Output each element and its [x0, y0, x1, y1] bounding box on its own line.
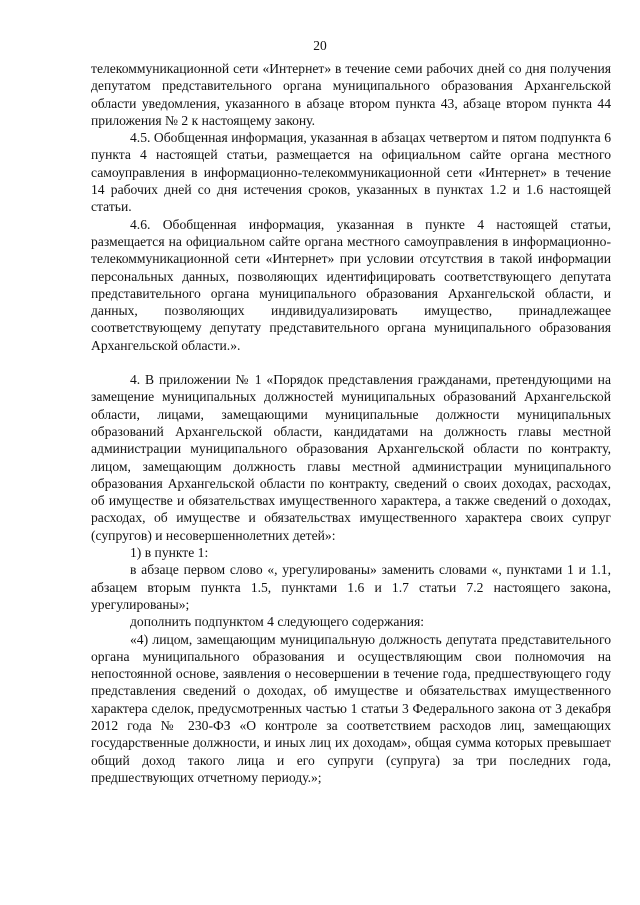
paragraph-amendment: в абзаце первом слово «, урегулированы» заменить словами «, пунктами 1 и 1.1, абзацем вторым пункта 1.5, пунктами 1.6 и 1.7 статьи 7.2 настоящего закона, урегулированы»; [91, 562, 611, 612]
paragraph-subpoint-4: «4) лицом, замещающим муниципальную должность депутата представительного органа муниципального образования и осуществляющим свои полномочия на непостоянной основе, заявления о несовершении в течение года, предшествующего году представления сведений о доходах, об имуществе и обязательствах имущественного характера сделок, предусмотренных частью 1 статьи 3 Федерального закона от 3 декабря 2012 года № 230-ФЗ «О контроле за соответствием расходов лиц, замещающих государственные должности, и иных лиц их доходам», общая сумма которых превышает общий доход такого лица и его супруги (супруга) за три последних года, предшествующих отчетному периоду.»; [91, 631, 611, 785]
paragraph-4-6: 4.6. Обобщенная информация, указанная в пункте 4 настоящей статьи, размещается на официальном сайте органа местного самоуправления в информационно-телекоммуникационной сети «Интернет» при условии отсутствия в такой информации персональных данных, позволяющих идентифицировать соответствующего депутата представительного органа муниципального образования Архангельской области, и данных, позволяющих индивидуализировать имущество, принадлежащее соответствующему депутату представительного органа муниципального образования Архангельской области.». [91, 216, 611, 353]
paragraph-item-4: 4. В приложении № 1 «Порядок представления гражданами, претендующими на замещение муниципальных должностей муниципальных образований Архангельской области, лицами, замещающими муниципальные должности муниципальных образований Архангельской области, кандидатами на должность главы местной администрации муниципального образования Архангельской области по контракту, лицом, замещающим должность главы местной администрации муниципального образования Архангельской области по контракту, сведений о своих доходах, расходах, об имуществе и обязательствах имущественного характера, а также сведений о доходах, расходах, об имуществе и обязательствах имущественного характера своих супруг (супругов) и несовершеннолетних детей»: [91, 372, 611, 543]
paragraph-subitem-1: 1) в пункте 1: [130, 545, 209, 561]
document-body [91, 60, 611, 786]
paragraph-supplement: дополнить подпунктом 4 следующего содержания: [130, 614, 425, 630]
paragraph-gap [91, 354, 611, 371]
paragraph-continuation: телекоммуникационной сети «Интернет» в течение семи рабочих дней со дня получения депутатом представительного органа муниципального образования Архангельской области уведомления, указанного в абзаце втором пункта 43, абзаце втором пункта 44 приложения № 2 к настоящему закону. [91, 61, 611, 128]
paragraph-4-5: 4.5. Обобщенная информация, указанная в абзацах четвертом и пятом подпункта 6 пункта 4 настоящей статьи, размещается на официальном сайте органа местного самоуправления в информационно-телекоммуникационной сети «Интернет» в течение 14 рабочих дней со дня истечения сроков, указанных в пунктах 1.2 и 1.6 настоящей статьи. [91, 130, 611, 215]
page-number: 20 [313, 38, 327, 53]
